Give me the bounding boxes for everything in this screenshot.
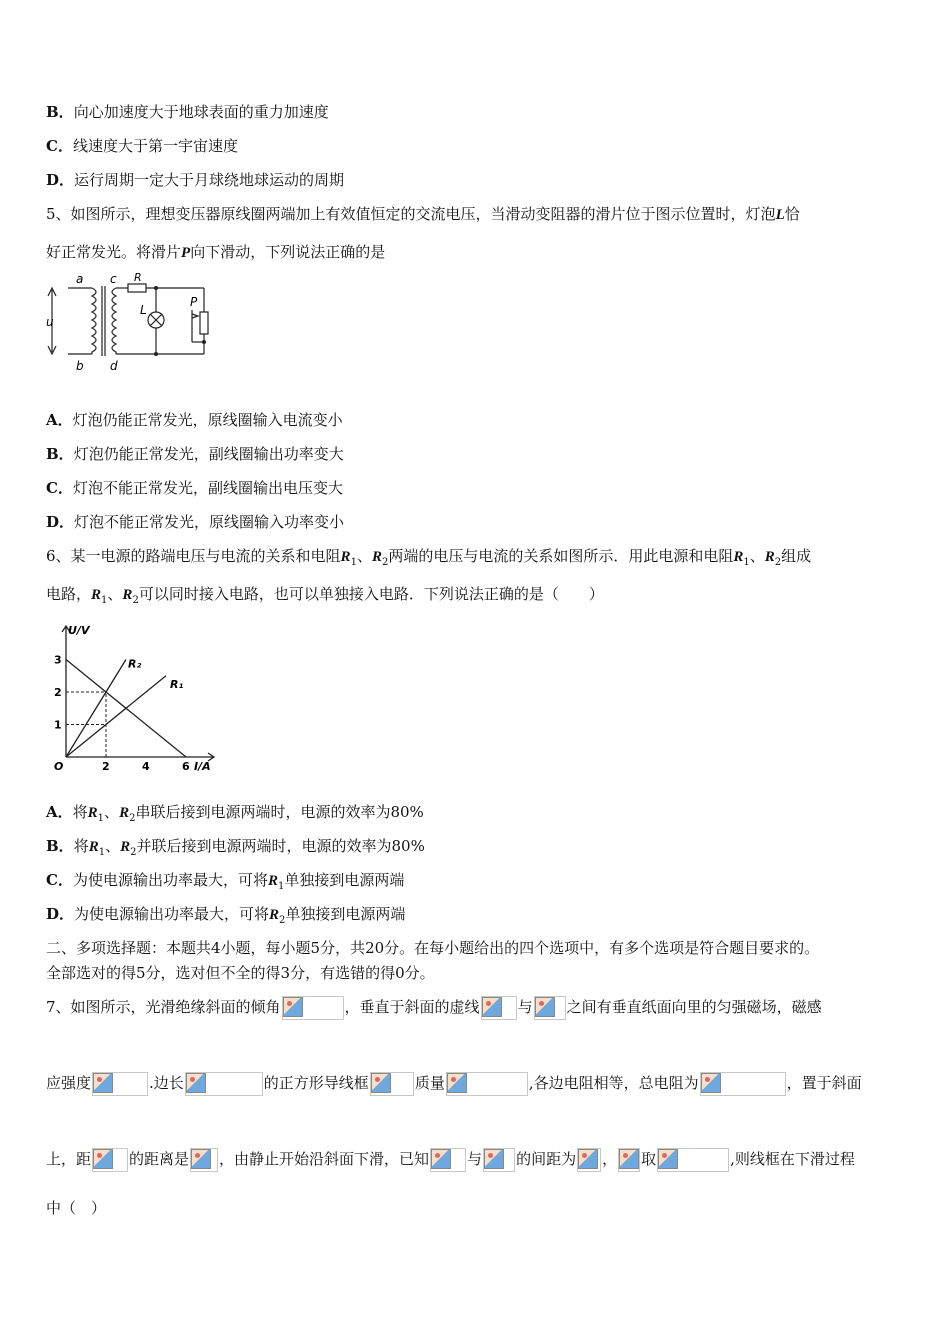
q6-option-d: D．为使电源输出功率最大，可将$R_2$单独接到电源两端 [46, 905, 406, 926]
q7-line3: 上，距 的距离是 ，由静止开始沿斜面下滑，已知 与 的间距为 ， 取 ,则线框在下滑过程 [46, 1148, 855, 1172]
q6-option-c: C．为使电源输出功率最大，可将$R_1$单独接到电源两端 [46, 871, 405, 892]
formula-image-placeholder [534, 996, 566, 1020]
formula-image-placeholder [185, 1072, 263, 1096]
r2-line [66, 660, 126, 758]
formula-image-placeholder [282, 996, 344, 1020]
x-tick-label-6: 6 [182, 760, 190, 773]
section2-instructions-line2: 全部选对的得5分，选对但不全的得3分，有选错的得0分。 [46, 964, 435, 982]
broken-image-icon [447, 1073, 467, 1093]
formula-image-placeholder [483, 1148, 515, 1172]
q4-option-c: C．线速度大于第一宇宙速度 [46, 137, 238, 155]
x-tick-label-4: 4 [142, 760, 150, 773]
formula-image-placeholder [700, 1072, 786, 1096]
q4-option-b: B．向心加速度大于地球表面的重力加速度 [46, 103, 329, 121]
q5-option-a: A．灯泡仍能正常发光，原线圈输入电流变小 [46, 411, 343, 429]
q6-stem-line2: 电路，$R_1$、$R_2$可以同时接入电路，也可以单独接入电路．下列说法正确的是（ ） [46, 585, 604, 606]
section2-instructions-line1: 二、多项选择题：本题共4小题，每小题5分，共20分。在每小题给出的四个选项中，有多个选项是符合题目要求的。 [46, 939, 820, 957]
r2-label: R₂ [128, 657, 142, 671]
formula-image-placeholder [92, 1072, 148, 1096]
broken-image-icon [283, 997, 303, 1017]
broken-image-icon [535, 997, 555, 1017]
label-u: u [46, 315, 54, 329]
q5-option-b: B．灯泡仍能正常发光，副线圈输出功率变大 [46, 445, 344, 463]
q7-line2: 应强度 .边长 的正方形导线框 质量 ,各边电阻相等，总电阻为 ，置于斜面 [46, 1072, 862, 1096]
broken-image-icon [371, 1073, 391, 1093]
broken-image-icon [93, 1149, 113, 1169]
x-tick-label-2: 2 [102, 760, 110, 773]
formula-image-placeholder [190, 1148, 218, 1172]
broken-image-icon [701, 1073, 721, 1093]
formula-image-placeholder [370, 1072, 414, 1096]
q7-line1: 7、如图所示，光滑绝缘斜面的倾角 ，垂直于斜面的虚线 与 之间有垂直纸面向里的匀强磁场，磁感 [46, 996, 822, 1020]
broken-image-icon [482, 997, 502, 1017]
y-tick-label-3: 3 [54, 653, 62, 667]
formula-image-placeholder [92, 1148, 128, 1172]
formula-image-placeholder [577, 1148, 601, 1172]
broken-image-icon [658, 1149, 678, 1169]
broken-image-icon [578, 1149, 598, 1169]
q5-stem-line2: 好正常发光。将滑片P向下滑动，下列说法正确的是 [46, 243, 386, 261]
y-tick-label-1: 1 [54, 718, 62, 732]
q5-option-c: C．灯泡不能正常发光，副线圈输出电压变大 [46, 479, 343, 497]
q5-option-d: D．灯泡不能正常发光，原线圈输入功率变小 [46, 513, 345, 531]
r1-label: R₁ [170, 677, 184, 691]
formula-image-placeholder [446, 1072, 528, 1096]
q6-option-a: A．将$R_1$、$R_2$串联后接到电源两端时，电源的效率为80% [46, 803, 424, 824]
q4-option-d: D．运行周期一定大于月球绕地球运动的周期 [46, 171, 345, 189]
origin-label: O [54, 760, 64, 773]
q7-line4: 中（ ） [46, 1199, 107, 1217]
formula-image-placeholder [657, 1148, 729, 1172]
broken-image-icon [619, 1149, 639, 1169]
q5-stem-line1: 5、如图所示，理想变压器原线圈两端加上有效值恒定的交流电压，当滑动变阻器的滑片位于图示位置时，灯泡L恰 [46, 205, 800, 223]
u-i-chart [48, 620, 224, 776]
label-d: d [110, 359, 118, 373]
broken-image-icon [186, 1073, 206, 1093]
y-axis-label: U/V [68, 624, 90, 637]
r1-line [66, 676, 166, 757]
label-b: b [76, 359, 84, 373]
formula-image-placeholder [618, 1148, 640, 1172]
label-a: a [76, 272, 84, 286]
broken-image-icon [484, 1149, 504, 1169]
label-r: R [134, 271, 142, 284]
broken-image-icon [93, 1073, 113, 1093]
x-axis-label: I/A [194, 760, 211, 773]
broken-image-icon [191, 1149, 211, 1169]
y-tick-label-2: 2 [54, 686, 62, 699]
q6-stem-line1: 6、某一电源的路端电压与电流的关系和电阻$R_1$、$R_2$两端的电压与电流的关系如图所示．用此电源和电阻$R_1$、$R_2$组成 [46, 547, 812, 568]
formula-image-placeholder [481, 996, 517, 1020]
label-l: L [140, 303, 147, 317]
q6-option-b: B．将$R_1$、$R_2$并联后接到电源两端时，电源的效率为80% [46, 837, 425, 858]
transformer-circuit-diagram [44, 270, 224, 378]
label-c: c [110, 272, 117, 286]
broken-image-icon [431, 1149, 451, 1169]
formula-image-placeholder [430, 1148, 466, 1172]
label-p: P [190, 295, 198, 309]
